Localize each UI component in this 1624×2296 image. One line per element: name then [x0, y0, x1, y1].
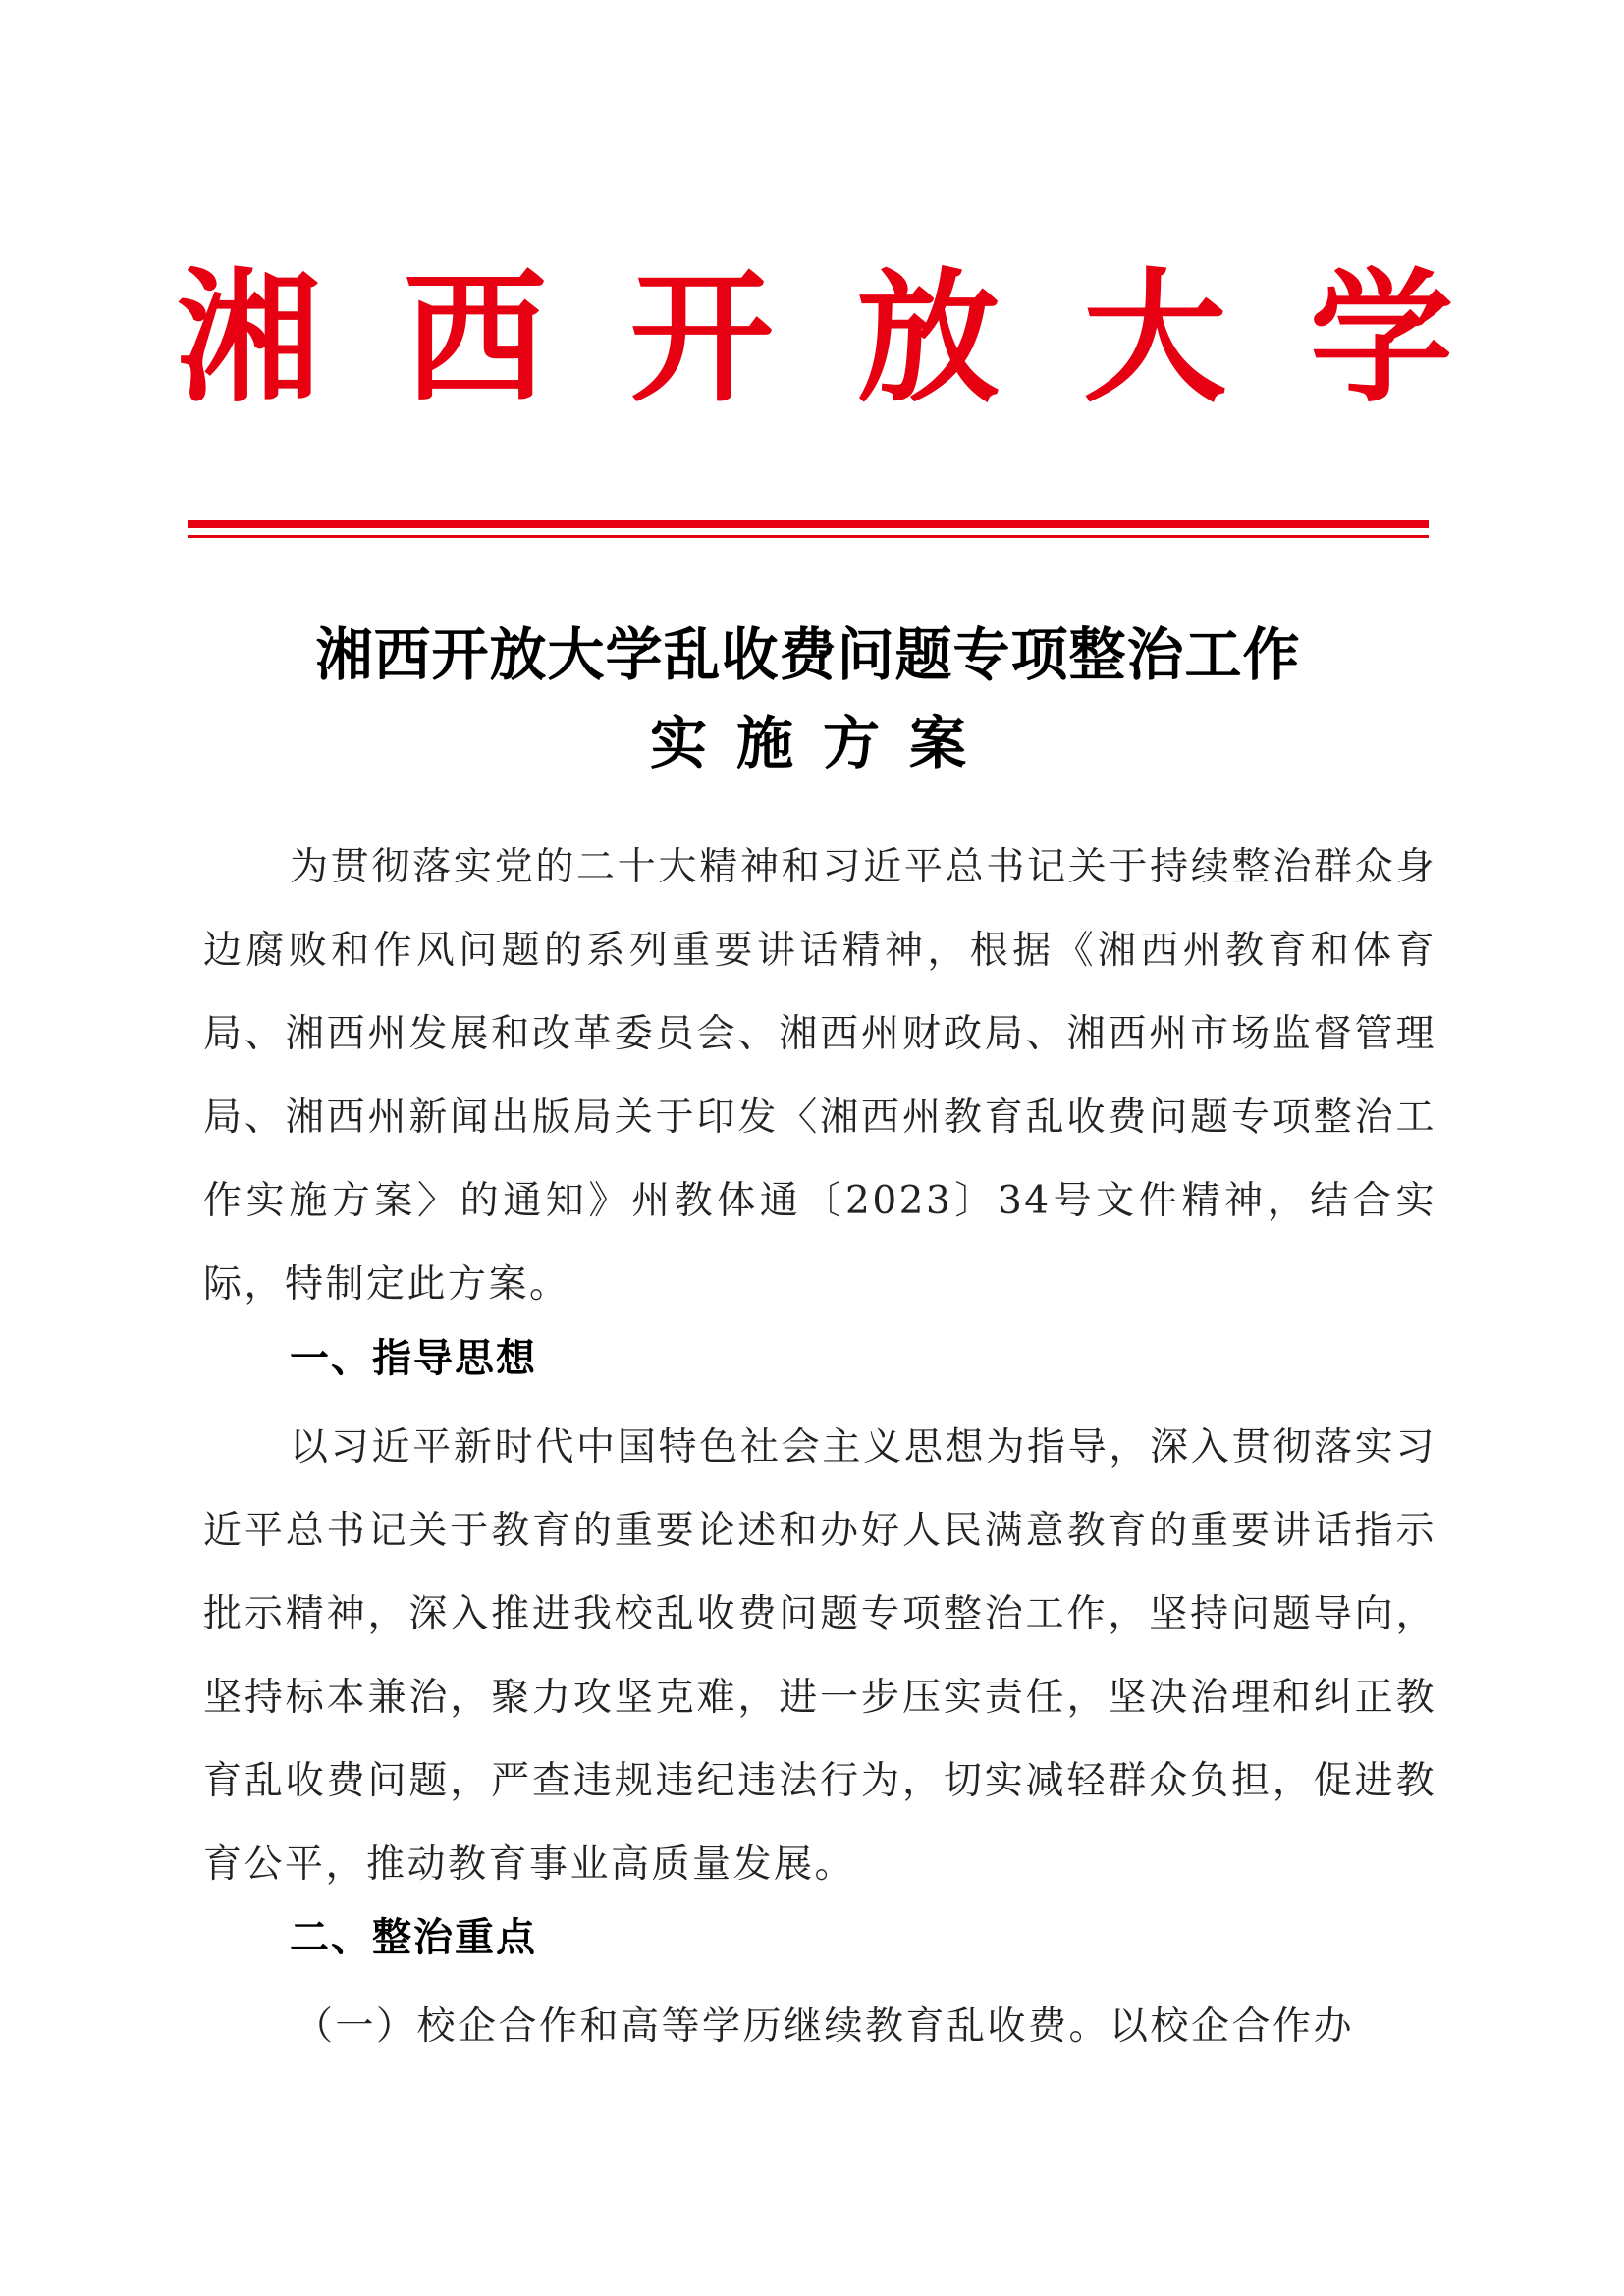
masthead-char: 放 — [856, 254, 1001, 422]
section-heading-focus: 二、整治重点 — [290, 1915, 537, 1960]
masthead-char: 大 — [1083, 254, 1227, 422]
document-title: 湘西开放大学乱收费问题专项整治工作 — [315, 621, 1301, 688]
guiding-ideology-paragraph: 以习近平新时代中国特色社会主义思想为指导，深入贯彻落实习近平总书记关于教育的重要论述和办好人民满意教育的重要讲话指示批示精神，深入推进我校乱收费问题专项整治工作，坚持问题导向，坚持标本兼治，聚力攻坚克难，进一步压实责任，坚决治理和纠正教育乱收费问题，严查违规违纪违法行为，切实减轻群众负担，促进教育公平，推动教育事业高质量发展。 — [203, 1425, 1436, 1887]
masthead-char: 西 — [403, 254, 547, 422]
masthead-char: 湘 — [177, 254, 320, 422]
section-heading-guiding-ideology: 一、指导思想 — [290, 1336, 537, 1381]
masthead-char: 学 — [1309, 254, 1453, 422]
masthead-divider-thin — [188, 535, 1429, 538]
document-subtitle: 实施方案 — [649, 710, 996, 776]
focus-item-1: （一）校企合作和高等学历继续教育乱收费。以校企合作办 — [295, 2004, 1355, 2049]
intro-paragraph: 为贯彻落实党的二十大精神和习近平总书记关于持续整治群众身边腐败和作风问题的系列重要讲话精神，根据《湘西州教育和体育局、湘西州发展和改革委员会、湘西州财政局、湘西州市场监督管理局、湘西州新闻出版局关于印发〈湘西州教育乱收费问题专项整治工作实施方案〉的通知》州教体通〔2023〕34号文件精神，结合实际，特制定此方案。 — [203, 845, 1436, 1307]
masthead-title — [177, 250, 1453, 427]
masthead-char: 开 — [629, 254, 774, 422]
masthead-divider-thick — [188, 520, 1429, 528]
